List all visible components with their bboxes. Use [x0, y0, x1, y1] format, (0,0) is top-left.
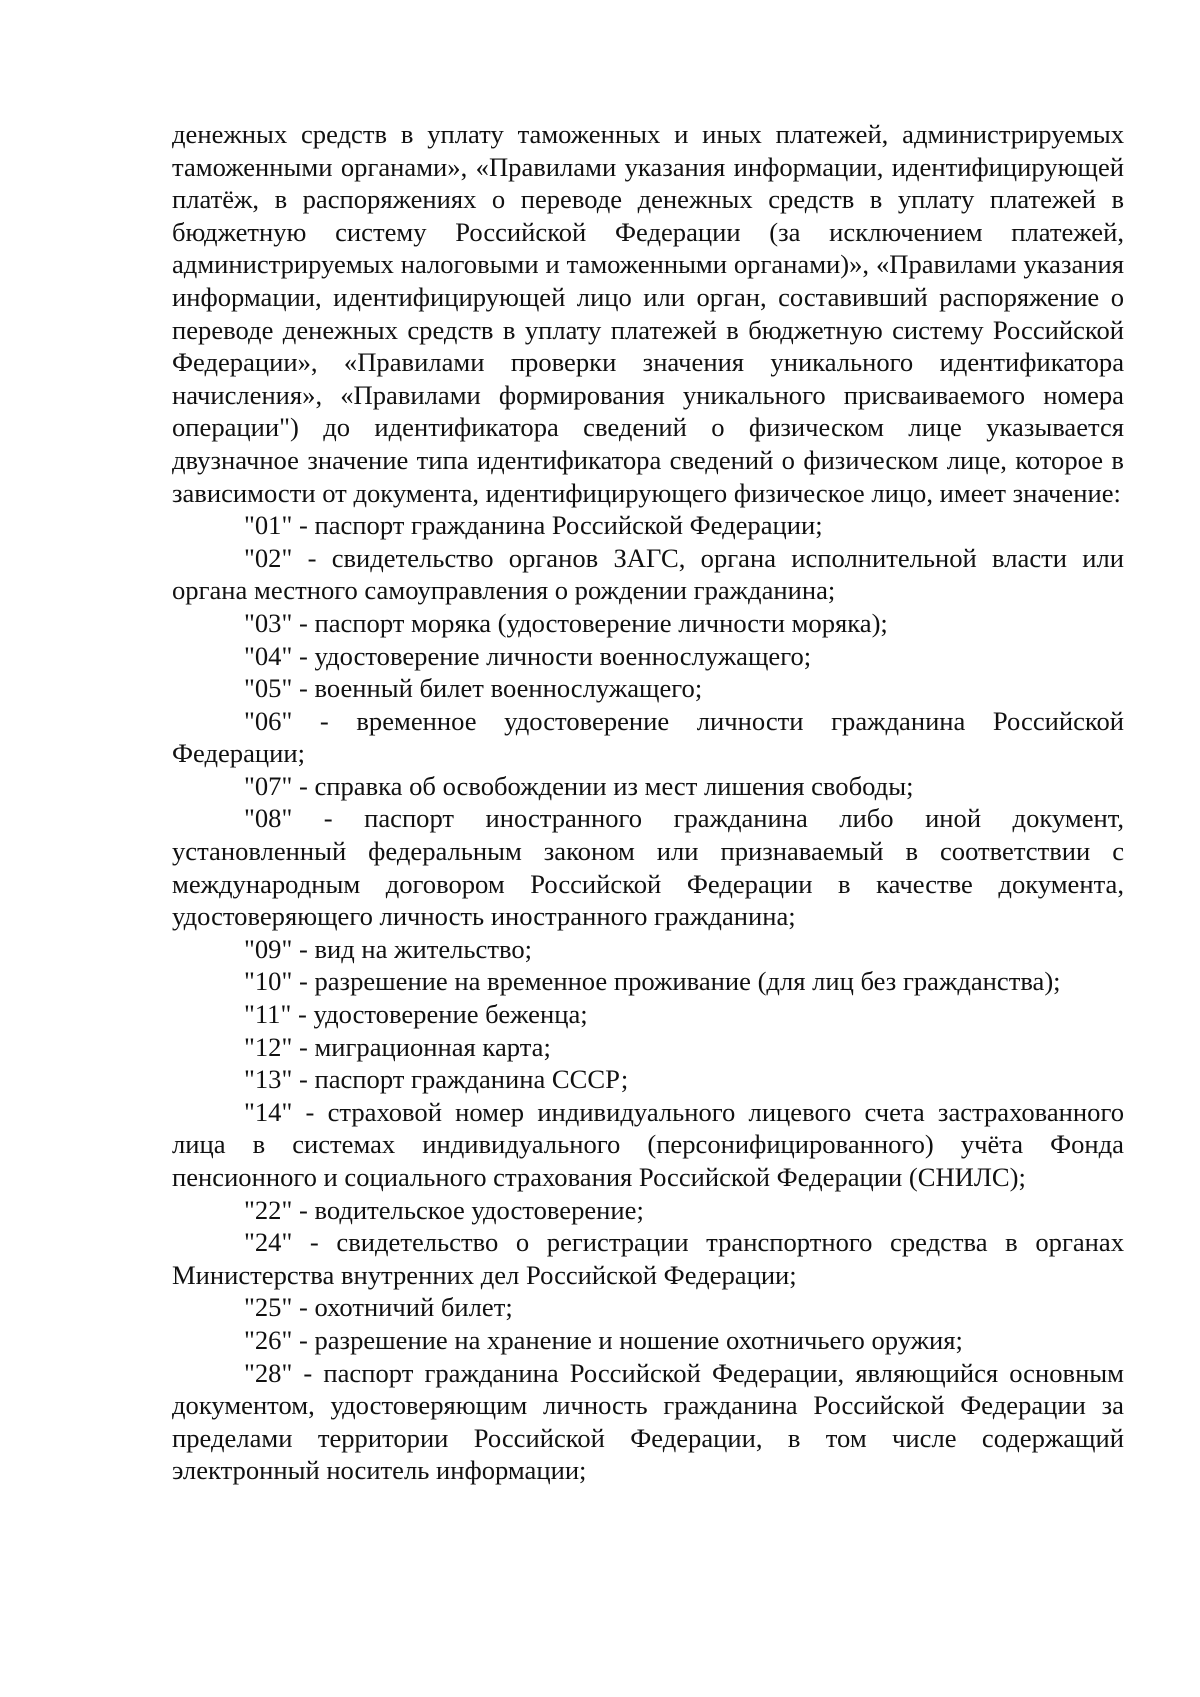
list-item-10: "10" - разрешение на временное проживание (для лиц без гражданства); [244, 966, 1061, 997]
list-item-25: "25" - охотничий билет; [244, 1292, 513, 1323]
intro-paragraph: денежных средств в уплату таможенных и иных платежей, администрируемых таможенными органами», «Правилами указания информации, идентифицирующей платёж, в распоряжениях о переводе денежных средств в уплату платежей в бюджетную систему Российской Федерации (за исключением платежей, администрируемых налоговыми и таможенными органами)», «Правилами указания информации, идентифицирующей лицо или орган, составивший распоряжение о переводе денежных средств в уплату платежей в бюджетную систему Российской Федерации», «Правилами проверки значения уникального идентификатора начисления», «Правилами формирования уникального присваиваемого номера операции") до идентификатора сведений о физическом лице указывается двузначное значение типа идентификатора сведений о физическом лице, которое в зависимости от документа, идентифицирующего физическое лицо, имеет значение: [172, 119, 1124, 508]
list-item-11: "11" - удостоверение беженца; [244, 999, 588, 1030]
list-item-14: "14" - страховой номер индивидуального лицевого счета застрахованного лица в системах индивидуального (персонифицированного) учёта Фонда пенсионного и социального страхования Российской Федерации (СНИЛС); [172, 1096, 1124, 1192]
list-item-13: "13" - паспорт гражданина СССР; [244, 1064, 629, 1095]
list-item-05: "05" - военный билет военнослужащего; [244, 673, 703, 704]
list-item-24: "24" - свидетельство о регистрации транспортного средства в органах Министерства внутренних дел Российской Федерации; [172, 1227, 1124, 1290]
list-item-26: "26" - разрешение на хранение и ношение охотничьего оружия; [244, 1324, 963, 1355]
list-item-12: "12" - миграционная карта; [244, 1031, 551, 1062]
document-page [172, 118, 1124, 1487]
list-item-09: "09" - вид на жительство; [244, 933, 533, 964]
list-item-04: "04" - удостоверение личности военнослужащего; [244, 640, 812, 671]
list-item-06: "06" - временное удостоверение личности гражданина Российской Федерации; [172, 705, 1124, 769]
list-item-08: "08" - паспорт иностранного гражданина либо иной документ, установленный федеральным законом или признаваемый в соответствии с международным договором Российской Федерации в качестве документа, удостоверяющего личность иностранного гражданина; [172, 803, 1124, 932]
list-item-07: "07" - справка об освобождении из мест лишения свободы; [244, 770, 914, 801]
list-item-28: "28" - паспорт гражданина Российской Федерации, являющийся основным документом, удостоверяющим личность гражданина Российской Федерации за пределами территории Российской Федерации, в том числе содержащий электронный носитель информации; [172, 1357, 1124, 1486]
list-item-02: "02" - свидетельство органов ЗАГС, органа исполнительной власти или органа местного самоуправления о рождении гражданина; [172, 542, 1124, 606]
list-item-03: "03" - паспорт моряка (удостоверение личности моряка); [244, 607, 888, 638]
list-item-22: "22" - водительское удостоверение; [244, 1194, 644, 1225]
list-item-01: "01" - паспорт гражданина Российской Федерации; [244, 510, 823, 541]
